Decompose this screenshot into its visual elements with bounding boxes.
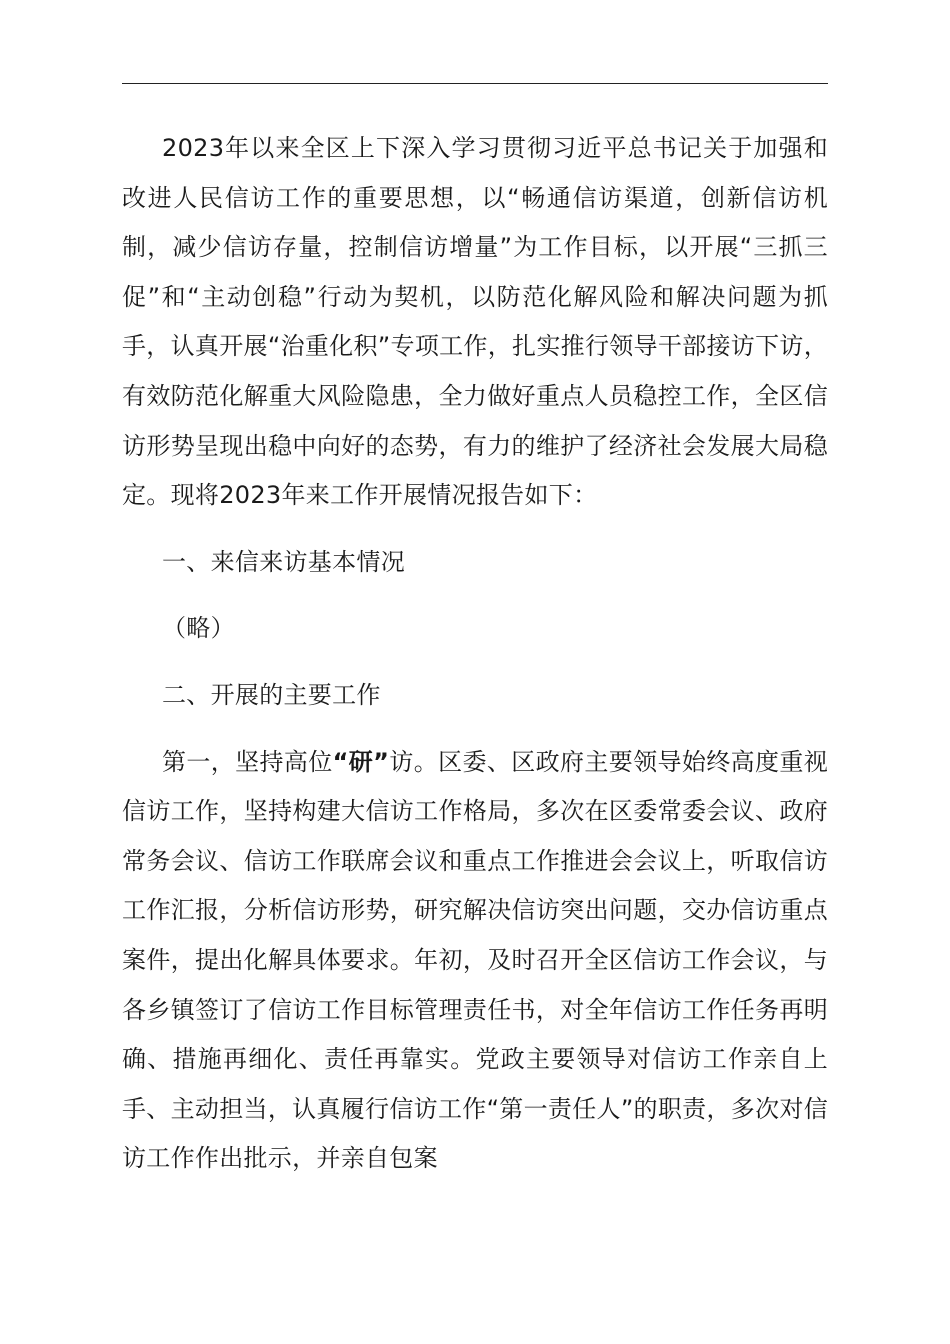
section-heading-1: 一、来信来访基本情况 bbox=[162, 547, 405, 576]
first-point-body: 访。区委、区政府主要领导始终高度重视信访工作，坚持构建大信访工作格局，多次在区委常委会议、政府常务会议、信访工作联席会议和重点工作推进会会议上，听取信访工作汇报，分析信访形势，研究解决信访突出问题，交办信访重点案件，提出化解具体要求。年初，及时召开全区信访工作会议，与各乡镇签订了信访工作目标管理责任书，对全年信访工作任务再明确、措施再细化、责任再靠实。党政主要领导对信访工作亲自上手、主动担当，认真履行信访工作“第一责任人”的职责，多次对信访工作作出批示，并亲自包案 bbox=[122, 747, 829, 1173]
section-heading-2: 二、开展的主要工作 bbox=[162, 680, 381, 709]
header-rule bbox=[122, 83, 828, 84]
first-point-quote: “研” bbox=[332, 747, 390, 776]
intro-paragraph: 2023年以来全区上下深入学习贯彻习近平总书记关于加强和改进人民信访工作的重要思想，以“畅通信访渠道，创新信访机制，减少信访存量，控制信访增量”为工作目标，以开展“三抓三促”和“主动创稳”行动为契机，以防范化解风险和解决问题为抓手，认真开展“治重化积”专项工作，扎实推行领导干部接访下访，有效防范化解重大风险隐患，全力做好重点人员稳控工作，全区信访形势呈现出稳中向好的态势，有力的维护了经济社会发展大局稳定。现将2023年来工作开展情况报告如下： bbox=[122, 134, 828, 510]
first-point-paragraph bbox=[122, 738, 828, 1184]
document-body bbox=[122, 124, 828, 1184]
first-point-lead: 第一，坚持高位 bbox=[162, 747, 333, 776]
section-body-omitted: （略） bbox=[162, 614, 235, 643]
